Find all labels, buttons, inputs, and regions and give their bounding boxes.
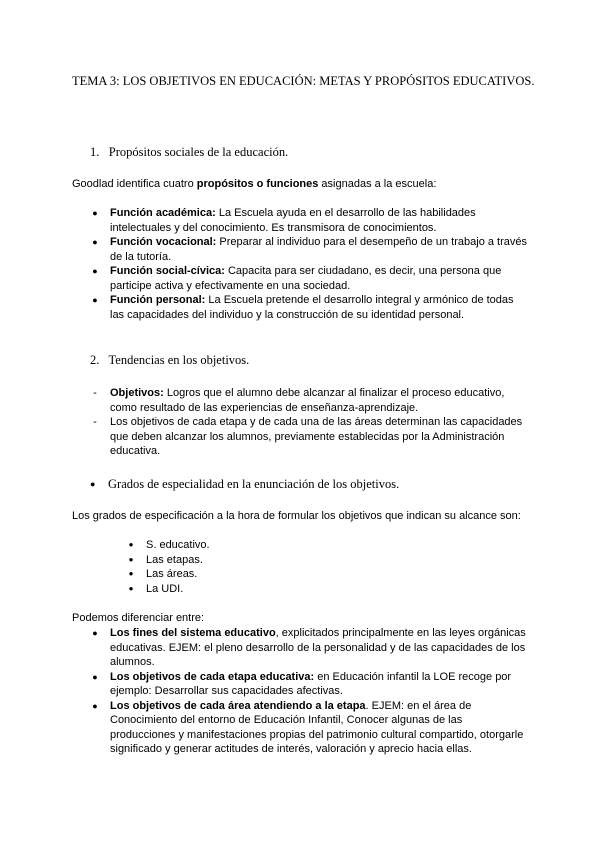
- bullet-icon: ●: [128, 569, 134, 578]
- bullet-icon: ●: [92, 237, 98, 247]
- bullet-icon: ●: [128, 554, 134, 564]
- intro-bold: propósitos o funciones: [196, 178, 319, 190]
- bullet-icon: ●: [92, 628, 98, 638]
- section-2-number: 2.: [90, 353, 100, 367]
- list-item: [88, 386, 528, 415]
- item-text: Logros que el alumno debe alcanzar al finalizar el proceso educativo, como resultado de las experiencias de enseñanza-aprendizaje.: [110, 387, 505, 414]
- section-1-number: 1.: [90, 145, 100, 159]
- item-text: Las áreas.: [146, 568, 198, 580]
- section-3-intro: Los grados de especificación a la hora de formular los objetivos que indican su alcance son:: [72, 510, 521, 522]
- list-item: [88, 699, 528, 757]
- list-item: [88, 206, 528, 235]
- item-text: La Escuela pretende el desarrollo integral y armónico de todas las capacidades del individuo y la construcción de su identidad personal.: [110, 294, 514, 321]
- levels-list: [124, 538, 324, 596]
- list-item: [88, 293, 528, 322]
- item-text: . EJEM: en el área de Conocimiento del entorno de Educación Infantil, Conocer algunas de las producciones y manifestaciones propias del patrimonio cultural compartido, otorgarle significado y generar actitudes de interés, valoración y aprecio hacia ellas.: [110, 699, 524, 755]
- item-label: Función personal:: [110, 294, 206, 306]
- section-1-heading: [90, 144, 288, 160]
- list-item: [124, 553, 324, 568]
- item-label: Objetivos:: [110, 387, 164, 399]
- bullet-icon: ●: [92, 208, 98, 218]
- item-label: Función vocacional:: [110, 236, 217, 248]
- intro-text-end: asignadas a la escuela:: [318, 178, 437, 190]
- section-1-intro: [72, 177, 542, 192]
- bullet-icon: ●: [90, 479, 96, 489]
- bullet-icon: ●: [128, 540, 134, 549]
- list-item: [124, 582, 324, 597]
- page-title: TEMA 3: LOS OBJETIVOS EN EDUCACIÓN: METAS Y PROPÓSITOS EDUCATIVOS.: [72, 74, 535, 88]
- list-item: [88, 264, 528, 293]
- bullet-icon: ●: [92, 700, 98, 711]
- section-2-title: Tendencias en los objetivos.: [108, 353, 250, 367]
- tendencies-list: [88, 386, 528, 459]
- list-item: [88, 670, 528, 699]
- item-label: Los fines del sistema educativo: [110, 627, 276, 639]
- item-text: Capacita para ser ciudadano, es decir, una persona que participe activa y efectivamente en una sociedad.: [110, 265, 502, 292]
- item-text: S. educativo.: [146, 539, 210, 551]
- dash-icon: -: [93, 416, 97, 428]
- item-text: , explicitados principalmente en las leyes orgánicas educativas. EJEM: el pleno desarrollo de la personalidad y de las capacidades de los alumnos.: [110, 627, 526, 668]
- section-3-intro-2: Podemos diferenciar entre:: [72, 612, 205, 624]
- list-item: [124, 567, 324, 582]
- bullet-icon: ●: [92, 266, 98, 276]
- bullet-icon: ●: [92, 671, 98, 682]
- bullet-icon: ●: [92, 295, 98, 305]
- item-label: Los objetivos de cada área atendiendo a la etapa: [110, 699, 366, 712]
- item-text: La UDI.: [146, 582, 184, 595]
- item-text: Los objetivos de cada etapa y de cada una de las áreas determinan las capacidades que deben alcanzar los alumnos, previamente establecidas por la Administración educativa.: [110, 416, 523, 457]
- item-label: Los objetivos de cada etapa educativa:: [110, 670, 315, 683]
- section-1-title: Propósitos sociales de la educación.: [108, 145, 289, 159]
- item-label: Función académica:: [110, 207, 216, 219]
- intro-text: Goodlad identifica cuatro: [72, 178, 197, 190]
- item-text: Preparar al individuo para el desempeño de un trabajo a través de la tutoría.: [110, 236, 527, 263]
- item-label: Función social-cívica:: [110, 265, 225, 277]
- list-item: [88, 235, 528, 264]
- dash-icon: -: [93, 387, 97, 399]
- list-item: [88, 626, 528, 670]
- objectives-list: [88, 626, 528, 757]
- item-text: en Educación infantil la LOE recoge por ejemplo: Desarrollar sus capacidades afectivas.: [110, 670, 512, 697]
- list-item: [124, 538, 324, 553]
- section-3-heading: [90, 476, 399, 492]
- item-text: La Escuela ayuda en el desarrollo de las habilidades intelectuales y del conocimiento. Es transmisora de conocimientos.: [110, 207, 476, 234]
- bullet-icon: ●: [128, 583, 134, 593]
- functions-list: [88, 206, 528, 322]
- section-3-title: Grados de especialidad en la enunciación de los objetivos.: [108, 477, 400, 491]
- section-2-heading: [90, 352, 249, 368]
- item-text: Las etapas.: [146, 553, 203, 566]
- list-item: [88, 415, 528, 459]
